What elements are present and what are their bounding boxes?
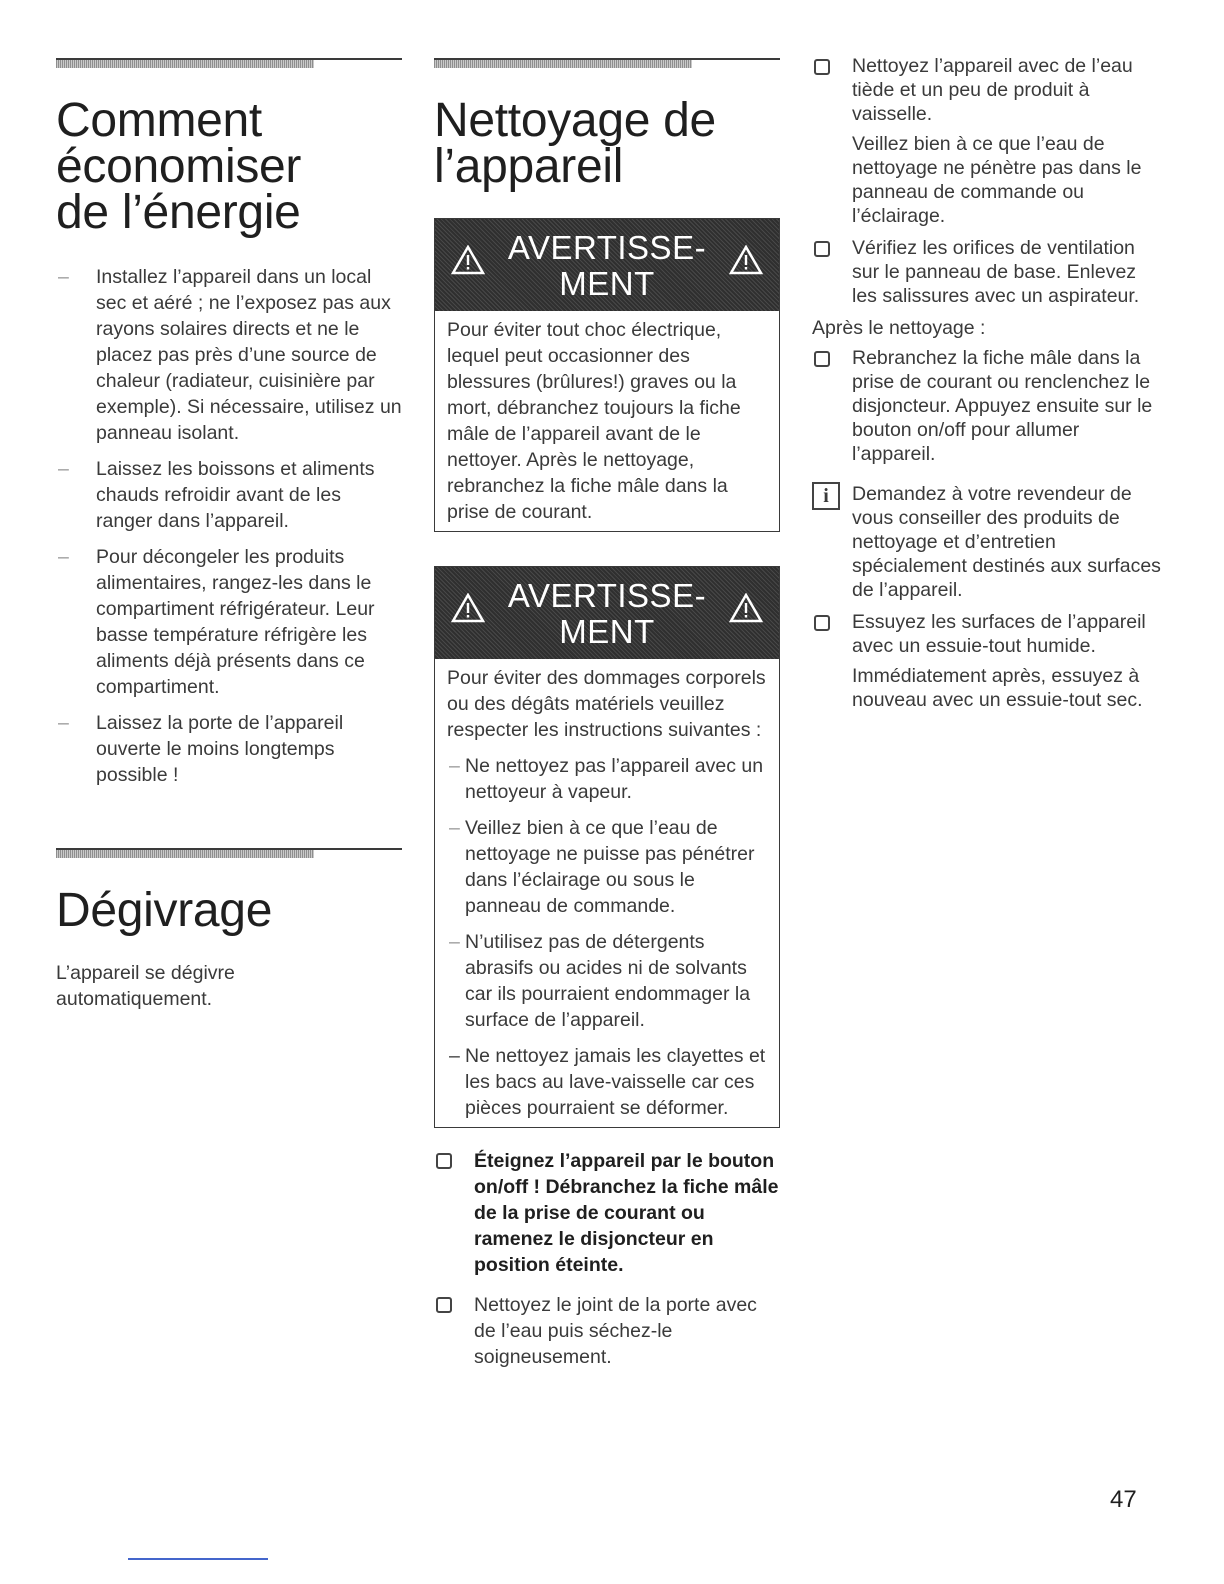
list-item: – Laissez la porte de l’appareil ouverte le moins longtemps possible ! bbox=[58, 712, 344, 786]
warning-header: AVERTISSE- MENT bbox=[435, 567, 779, 659]
cleaning-title: Nettoyage de l’appareil bbox=[434, 94, 716, 193]
warning-box-electric bbox=[434, 218, 780, 532]
cleaning-column-continued bbox=[812, 0, 1162, 720]
energy-title: Comment économiser de l’énergie bbox=[56, 94, 302, 239]
checkbox-icon bbox=[814, 59, 830, 75]
list-item: Vérifiez les orifices de ventilation sur le panneau de base. Enlevez les salissures avec un aspirateur. bbox=[812, 236, 1162, 308]
checkbox-icon bbox=[814, 351, 830, 367]
defrost-text: L’appareil se dégivre automatiquement. bbox=[56, 962, 235, 1010]
energy-column bbox=[56, 0, 402, 1010]
checkbox-icon bbox=[814, 615, 830, 631]
list-item: Éteignez l’appareil par le bouton on/off ! Débranchez la fiche mâle de la prise de courant ou ramenez le disjoncteur en position éteinte. bbox=[434, 1148, 780, 1278]
list-item: – Ne nettoyez pas l’appareil avec un nettoyeur à vapeur. bbox=[449, 755, 764, 803]
cleaning-steps-list bbox=[434, 1148, 780, 1370]
list-item: – Ne nettoyez jamais les clayettes et les bacs au lave-vaisselle car ces pièces pourraient se déformer. bbox=[449, 1045, 766, 1119]
warning-text: Pour éviter tout choc électrique, lequel peut occasionner des blessures (brûlures!) graves ou la mort, débranchez toujours la fiche mâle de l’appareil avant de le nettoyer. Après le nettoyage, rebranchez la fiche mâle dans la prise de courant. bbox=[447, 319, 741, 523]
warning-triangle-icon bbox=[729, 593, 763, 623]
checkbox-icon bbox=[814, 241, 830, 257]
after-cleaning-list bbox=[812, 346, 1162, 466]
defrost-title: Dégivrage bbox=[56, 884, 273, 937]
list-item: Nettoyez l’appareil avec de l’eau tiède et un peu de produit à vaisselle. Veillez bien à ce que l’eau de nettoyage ne pénètre pas dans le panneau de commande ou l’éclairage. bbox=[812, 54, 1162, 228]
list-item: – Veillez bien à ce que l’eau de nettoyage ne puisse pas pénétrer dans l’éclairage ou sous le panneau de commande. bbox=[449, 817, 755, 917]
page-number: 47 bbox=[1110, 1486, 1137, 1513]
section-rule bbox=[434, 58, 780, 76]
info-icon: i bbox=[812, 482, 840, 510]
list-item: – Pour décongeler les produits alimentaires, rangez-les dans le compartiment réfrigérateur. Leur basse température réfrigère les aliments déjà présents dans ce compartiment. bbox=[58, 546, 375, 698]
list-item: – Installez l’appareil dans un local sec et aéré ; ne l’exposez pas aux rayons solaires directs et ne le placez pas près d’une source de chaleur (radiateur, cuisinière par exemple). Si nécessaire, utilisez un panneau isolant. bbox=[58, 266, 402, 444]
warning-box-damage bbox=[434, 566, 780, 1128]
warning-triangle-icon bbox=[729, 245, 763, 275]
section-rule bbox=[56, 848, 402, 866]
list-item: Rebranchez la fiche mâle dans la prise de courant ou renclenchez le disjoncteur. Appuyez ensuite sur le bouton on/off pour allumer l’appareil. bbox=[812, 346, 1162, 466]
list-item: – N’utilisez pas de détergents abrasifs ou acides ni de solvants car ils pourraient endommager la surface de l’appareil. bbox=[449, 931, 751, 1031]
list-item: – Laissez les boissons et aliments chauds refroidir avant de les ranger dans l’appareil. bbox=[58, 458, 375, 532]
warning-header: AVERTISSE- MENT bbox=[435, 219, 779, 311]
warning-list bbox=[447, 753, 767, 1121]
checkbox-icon bbox=[436, 1297, 452, 1313]
list-item: Nettoyez le joint de la porte avec de l’eau puis séchez-le soigneusement. bbox=[434, 1292, 780, 1370]
after-cleaning-label: Après le nettoyage : bbox=[812, 317, 986, 339]
footer-rule bbox=[128, 1558, 268, 1560]
info-note: i Demandez à votre revendeur de vous conseiller des produits de nettoyage et d’entretien spécialement destinés aux surfaces de l’appareil. bbox=[812, 482, 1162, 602]
cleaning-column bbox=[434, 0, 780, 1378]
wipe-steps-list bbox=[812, 610, 1162, 712]
cleaning-steps-list bbox=[812, 54, 1162, 308]
section-rule bbox=[56, 58, 402, 76]
warning-content bbox=[435, 659, 779, 1127]
checkbox-icon bbox=[436, 1153, 452, 1169]
warning-intro: Pour éviter des dommages corporels ou des dégâts matériels veuillez respecter les instructions suivantes : bbox=[447, 667, 766, 741]
list-item: Essuyez les surfaces de l’appareil avec un essuie-tout humide. Immédiatement après, essuyez à nouveau avec un essuie-tout sec. bbox=[812, 610, 1162, 712]
energy-tips-list bbox=[56, 264, 402, 788]
